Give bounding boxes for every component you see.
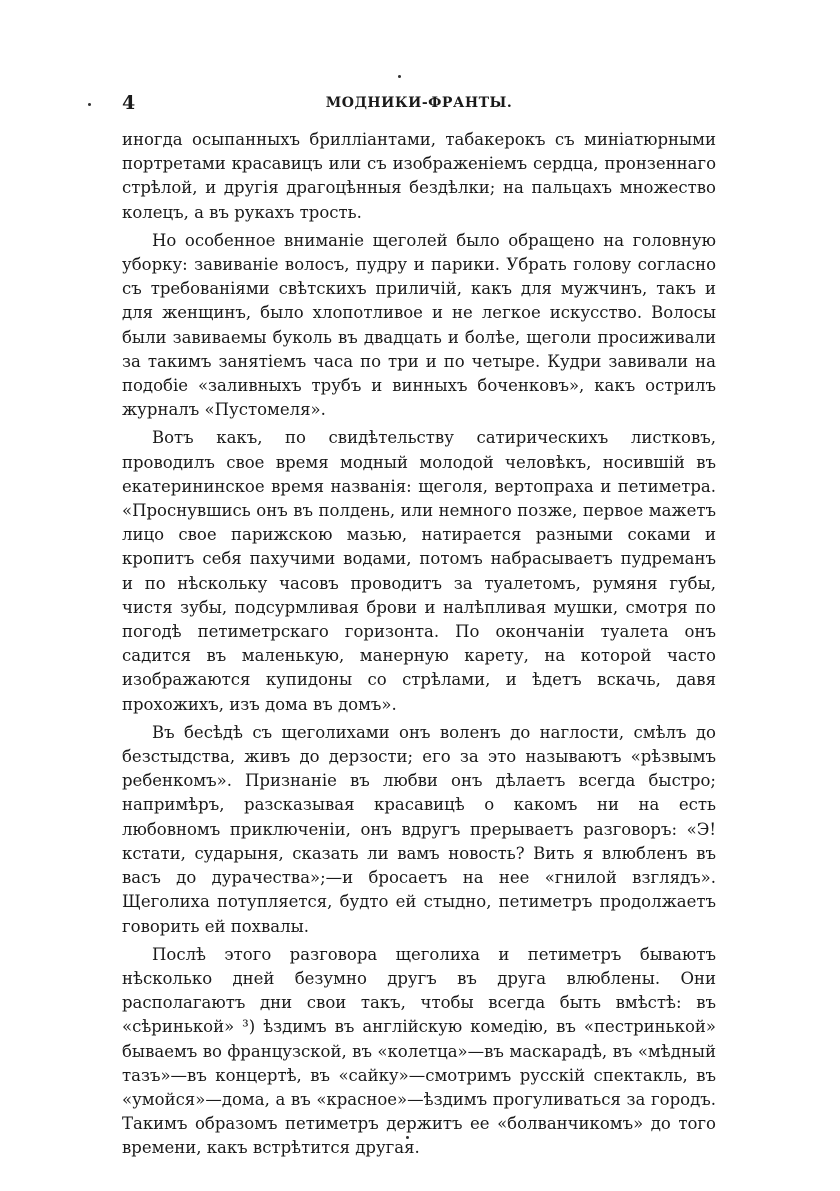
paragraph: Въ бесѣдѣ съ щеголихами онъ воленъ до наглости, смѣлъ до безстыдства, живъ до дерзости; его за это называютъ «рѣзвымъ ребенкомъ». Признаніе въ любви онъ дѣлаетъ всегда быстро; напримѣръ, разсказывая красавицѣ о какомъ ни на есть любовномъ приключеніи, онъ вдругъ прерываетъ разговоръ: «Э! кстати, сударыня, сказать ли вамъ новость? Вить я влюбленъ въ васъ до дурачества»;—и бросаетъ на нее «гнилой взглядъ». Щеголиха потупляется, будто ей стыдно, петиметръ продолжаетъ говорить ей похвалы. xyxy=(122,722,716,936)
page-number: 4 xyxy=(122,92,136,114)
paragraph: Послѣ этого разговора щеголиха и петиметръ бываютъ нѣсколько дней безумно другъ въ друга влюблены. Они располагаютъ дни свои такъ, чтобы всегда быть вмѣстѣ: въ «сѣринькой» ³) ѣздимъ въ англійскую комедію, въ «пестринькой» бываемъ во французской, въ «колетца»—въ маскарадѣ, въ «мѣдный тазъ»—въ концертѣ, въ «сайку»—смотримъ русскій спектакль, въ «умойся»—дома, а въ «красное»—ѣздимъ прогуливаться за городъ. Такимъ образомъ петиметръ держитъ ее «болванчикомъ» до того времени, какъ встрѣтится другая. xyxy=(122,944,716,1158)
page-header xyxy=(122,92,716,116)
running-title: МОДНИКИ-ФРАНТЫ. xyxy=(325,95,513,111)
paragraph: Вотъ какъ, по свидѣтельству сатирическихъ листковъ, проводилъ свое время модный молодой человѣкъ, носившій въ екатерининское время названія: щеголя, вертопраха и петиметра. «Проснувшись онъ въ полдень, или немного позже, первое мажетъ лицо свое парижскою мазью, натирается разными соками и кропитъ себя пахучими водами, потомъ набрасываетъ пудреманъ и по нѣскольку часовъ проводитъ за туалетомъ, румяня губы, чистя зубы, подсурмливая брови и налѣпливая мушки, смотря по погодѣ петиметрскаго горизонта. По окончаніи туалета онъ садится въ маленькую, манерную карету, на которой часто изображаются купидоны со стрѣлами, и ѣдетъ вскачь, давя прохожихъ, изъ дома въ домъ». xyxy=(122,428,716,714)
print-speck xyxy=(88,103,91,106)
body-text xyxy=(122,128,716,1165)
print-speck xyxy=(398,75,401,78)
paragraph: Но особенное вниманіе щеголей было обращено на головную уборку: завиваніе волосъ, пудру и парики. Убрать голову согласно съ требованіями свѣтскихъ приличій, какъ для мужчинъ, такъ и для женщинъ, было хлопотливое и не легкое искусство. Волосы были завиваемы буколь въ двадцать и болѣе, щеголи просиживали за такимъ занятіемъ часа по три и по четыре. Кудри завивали на подобіе «заливныхъ трубъ и винныхъ боченковъ», какъ острилъ журналъ «Пустомеля». xyxy=(122,230,716,420)
paragraph: иногда осыпанныхъ брилліантами, табакерокъ съ миніатюрными портретами красавицъ или съ изображеніемъ сердца, пронзеннаго стрѣлой, и другія драгоцѣнныя бездѣлки; на пальцахъ множество колецъ, а въ рукахъ трость. xyxy=(122,130,716,222)
